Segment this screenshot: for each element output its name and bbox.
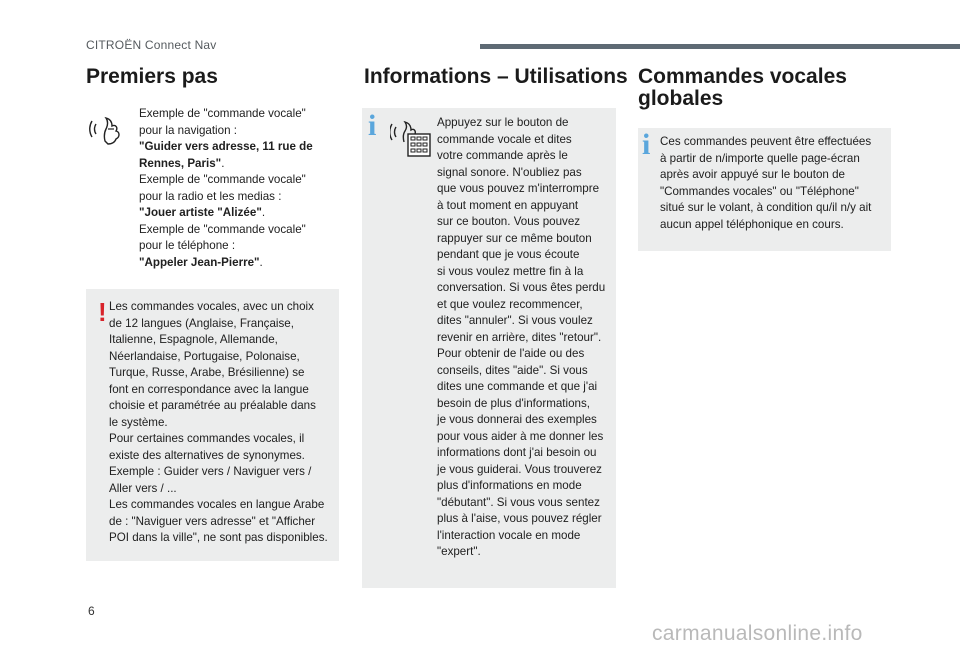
text-line [437, 544, 617, 561]
info-box-utilisations [362, 108, 616, 588]
text-line [139, 156, 339, 173]
text-line [139, 189, 339, 206]
text-line-content: que vous pouvez m'interrompre [437, 182, 600, 195]
text-line-content: revenir en arrière, dites "retour". [437, 330, 602, 344]
text-line-content: besoin de plus d'informations, [437, 396, 591, 410]
text-line-content: "Appeler Jean-Pierre" [139, 255, 260, 269]
text-line [139, 255, 339, 272]
text-line-content: Les commandes vocales en langue Arabe [109, 498, 325, 511]
section-heading-premiers-pas: Premiers pas [86, 65, 218, 88]
section-heading-commandes-globales [638, 66, 888, 110]
text-line-suffix: . [221, 156, 225, 170]
text-line-content: commande vocale et dites [437, 132, 572, 146]
text-line [437, 495, 617, 512]
text-line [109, 398, 337, 415]
text-line-content: Appuyez sur le bouton de [437, 116, 569, 129]
text-line [437, 198, 617, 215]
text-line-content: Pour obtenir de l'aide ou des [437, 347, 585, 360]
text-line-content: conseils, dites "aide". Si vous [437, 363, 588, 377]
text-line [437, 148, 617, 165]
text-line [437, 231, 617, 248]
text-line-content: font en correspondance avec la langue [109, 382, 309, 396]
text-line [437, 264, 617, 281]
manual-header-title: CITROËN Connect Nav [86, 38, 217, 52]
text-line-content: "expert". [437, 545, 481, 558]
text-line [109, 415, 337, 432]
text-line [437, 115, 617, 132]
text-line [139, 205, 339, 222]
text-line-content: sur ce bouton. Vous pouvez [437, 215, 581, 228]
text-line-content: et que voulez recommencer, [437, 297, 583, 311]
text-line [139, 222, 339, 239]
text-line-content: Exemple de "commande vocale" [139, 107, 306, 120]
text-line [109, 316, 337, 333]
text-line-content: Néerlandaise, Portugaise, Polonaise, [109, 349, 300, 363]
text-line-content: "Commandes vocales" ou "Téléphone" [660, 184, 859, 198]
warning-box [86, 289, 339, 561]
text-line-content: votre commande après le [437, 149, 568, 162]
text-line [437, 313, 617, 330]
text-line [437, 132, 617, 149]
text-line-content: Pour certaines commandes vocales, il [109, 432, 305, 445]
text-line-content: Turque, Russe, Arabe, Brésilienne) se [109, 366, 305, 379]
text-line-content: "Guider vers adresse, 11 rue de [139, 140, 313, 153]
text-line-content: POI dans la ville", ne sont pas disponibles. [109, 531, 328, 544]
text-line-content: de 12 langues (Anglaise, Française, [109, 316, 294, 330]
text-line [437, 247, 617, 264]
text-line-content: existe des alternatives de synonymes. [109, 448, 305, 462]
text-line [109, 299, 337, 316]
text-line [139, 106, 339, 123]
text-line [109, 530, 337, 547]
text-line [437, 297, 617, 314]
text-line-content: pour le téléphone : [139, 239, 236, 252]
text-line [139, 238, 339, 255]
text-line-content: "Jouer artiste "Alizée" [139, 206, 262, 219]
heading-line: globales [638, 87, 724, 110]
text-line [437, 165, 617, 182]
text-line-content: Exemple de "commande vocale" [139, 173, 306, 186]
text-line [437, 462, 617, 479]
text-line-content: pour la navigation : [139, 123, 237, 137]
premiers-pas-examples [139, 106, 339, 271]
warning-exclamation-icon: ! [98, 297, 107, 327]
text-line-content: pendant que je vous écoute [437, 248, 580, 261]
text-line [660, 200, 885, 217]
text-line [109, 464, 337, 481]
text-line [109, 365, 337, 382]
text-line [437, 511, 617, 528]
text-line-content: à partir de n/importe quelle page-écran [660, 151, 860, 165]
text-line-content: Italienne, Espagnole, Allemande, [109, 333, 278, 346]
warning-text [109, 299, 337, 547]
info-box-commandes-globales [638, 128, 891, 251]
page-number: 6 [88, 604, 95, 618]
text-line [109, 514, 337, 531]
text-line [660, 134, 885, 151]
info-icon: i [642, 128, 651, 161]
text-line [660, 217, 885, 234]
watermark: carmanualsonline.info [652, 622, 863, 645]
text-line-content: rappuyer sur ce même bouton [437, 231, 592, 245]
text-line-content: dites "annuler". Si vous voulez [437, 314, 593, 327]
text-line-content: après avoir appuyé sur le bouton de [660, 168, 845, 181]
text-line-content: aucun appel téléphonique en cours. [660, 217, 844, 231]
text-line-content: Exemple : Guider vers / Naviguer vers / [109, 465, 312, 478]
text-line-content: Aller vers / ... [109, 481, 177, 495]
text-line [437, 379, 617, 396]
text-line-content: je vous guiderai. Vous trouverez [437, 462, 602, 476]
text-line [437, 330, 617, 347]
commandes-globales-text [660, 134, 885, 233]
info-icon: i [368, 109, 377, 142]
text-line-content: si vous voulez mettre fin à la [437, 264, 584, 278]
text-line [109, 497, 337, 514]
voice-command-keypad-icon [390, 118, 432, 158]
text-line-content: pour la radio et les medias : [139, 189, 282, 203]
text-line-content: pour vous aider à me donner les [437, 429, 604, 443]
text-line-content: dites une commande et que j'ai [437, 380, 598, 393]
text-line [660, 151, 885, 168]
text-line [437, 346, 617, 363]
text-line-suffix: . [261, 206, 266, 219]
text-line [139, 172, 339, 189]
text-line [660, 167, 885, 184]
text-line [437, 429, 617, 446]
text-line-content: signal sonore. N'oubliez pas [437, 165, 582, 179]
text-line-content: Exemple de "commande vocale" [139, 222, 306, 236]
text-line [437, 363, 617, 380]
text-line [109, 431, 337, 448]
text-line-content: Rennes, Paris" [139, 156, 222, 170]
text-line [109, 382, 337, 399]
text-line [437, 214, 617, 231]
text-line [437, 528, 617, 545]
text-line [139, 123, 339, 140]
text-line [437, 412, 617, 429]
section-heading-informations: Informations – Utilisations [364, 65, 628, 88]
text-line [437, 280, 617, 297]
text-line [109, 332, 337, 349]
text-line-content: Ces commandes peuvent être effectuées [660, 135, 872, 148]
text-line [437, 396, 617, 413]
text-line-content: informations dont j'ai besoin ou [437, 446, 597, 459]
text-line-content: "débutant". Si vous vous sentez [437, 495, 600, 509]
heading-line: Commandes vocales [638, 65, 847, 88]
text-line-content: je vous donnerai des exemples [437, 413, 597, 426]
voice-command-icon [88, 112, 126, 146]
header-bar [480, 44, 960, 49]
text-line-content: de : "Naviguer vers adresse" et "Afficher [109, 514, 316, 528]
text-line-content: Les commandes vocales, avec un choix [109, 300, 314, 313]
text-line-suffix: . [259, 255, 263, 269]
text-line-content: plus à l'aise, vous pouvez régler [437, 512, 602, 525]
utilisations-text [437, 115, 617, 561]
text-line [109, 349, 337, 366]
text-line [437, 445, 617, 462]
text-line [109, 448, 337, 465]
text-line [437, 478, 617, 495]
text-line-content: à tout moment en appuyant [437, 198, 579, 212]
text-line [437, 181, 617, 198]
text-line [139, 139, 339, 156]
text-line-content: situé sur le volant, à condition qu/il n/y ait [660, 201, 872, 214]
text-line-content: choisie et paramétrée au préalable dans [109, 399, 316, 412]
text-line-content: plus d'informations en mode [437, 479, 582, 492]
text-line-content: le système. [109, 415, 168, 429]
text-line [109, 481, 337, 498]
text-line [660, 184, 885, 201]
text-line-content: l'interaction vocale en mode [437, 528, 581, 542]
text-line-content: conversation. Si vous êtes perdu [437, 281, 606, 294]
